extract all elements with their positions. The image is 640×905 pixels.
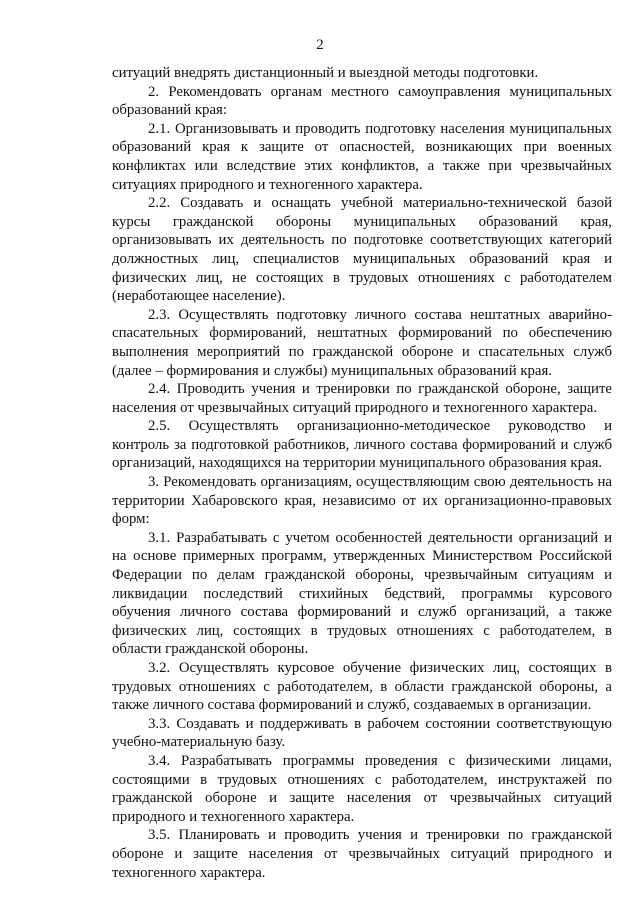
paragraph-3-5: 3.5. Планировать и проводить учения и тренировки по гражданской обороне и защите населения от чрезвычайных ситуаций природного и техногенного характера. [112,827,612,881]
document-body [112,64,612,882]
paragraph-2-1: 2.1. Организовывать и проводить подготовку населения муниципальных образований края к защите от опасностей, возникающих при военных конфликтах или вследствие этих конфликтов, а также при чрезвычайных ситуациях природного и техногенного характера. [112,120,612,193]
paragraph-2: 2. Рекомендовать органам местного самоуправления муниципальных образований края: [112,83,612,119]
paragraph-continuation: ситуаций внедрять дистанционный и выездной методы подготовки. [112,65,539,81]
paragraph-3-2: 3.2. Осуществлять курсовое обучение физических лиц, состоящих в трудовых отношениях с работодателем, в области гражданской обороны, а также личного состава формирований и служб, создаваемых в организации. [112,660,612,714]
paragraph-3-3: 3.3. Создавать и поддерживать в рабочем состоянии соответствующую учебно-материальную базу. [112,715,612,751]
paragraph-3: 3. Рекомендовать организациям, осуществляющим свою деятельность на территории Хабаровского края, независимо от их организационно-правовых форм: [112,474,612,528]
paragraph-2-4: 2.4. Проводить учения и тренировки по гражданской обороне, защите населения от чрезвычайных ситуаций природного и техногенного характера. [112,381,612,416]
page-number: 2 [316,37,324,53]
paragraph-2-3: 2.3. Осуществлять подготовку личного состава нештатных аварийно-спасательных формирований, нештатных формирований по обеспечению выполнения мероприятий по гражданской обороне и спасательных служб (далее – формирования и службы) муниципальных образований края. [112,306,612,379]
paragraph-3-4: 3.4. Разрабатывать программы проведения с физическими лицами, состоящими в трудовых отношениях с работодателем, инструктажей по гражданской обороне и защите населения от чрезвычайных ситуаций природного и техногенного характера. [112,752,612,825]
paragraph-2-2: 2.2. Создавать и оснащать учебной материально-технической базой курсы гражданской обороны муниципальных образований края, организовывать их деятельность по подготовке соответствующих категорий должностных лиц, специалистов муниципальных образований края и физических лиц, не состоящих в трудовых отношениях с работодателем (неработающее население). [112,195,612,305]
paragraph-3-1: 3.1. Разрабатывать с учетом особенностей деятельности организаций и на основе примерных программ, утвержденных Министерством Российской Федерации по делам гражданской обороны, чрезвычайным ситуациям и ликвидации последствий стихийных бедствий, программы курсового обучения личного состава формирований и служб организаций, а также физических лиц, состоящих в трудовых отношениях с работодателем, в области гражданской обороны. [112,529,612,658]
paragraph-2-5: 2.5. Осуществлять организационно-методическое руководство и контроль за подготовкой работников, личного состава формирований и служб организаций, находящихся на территории муниципального образования края. [112,418,612,472]
